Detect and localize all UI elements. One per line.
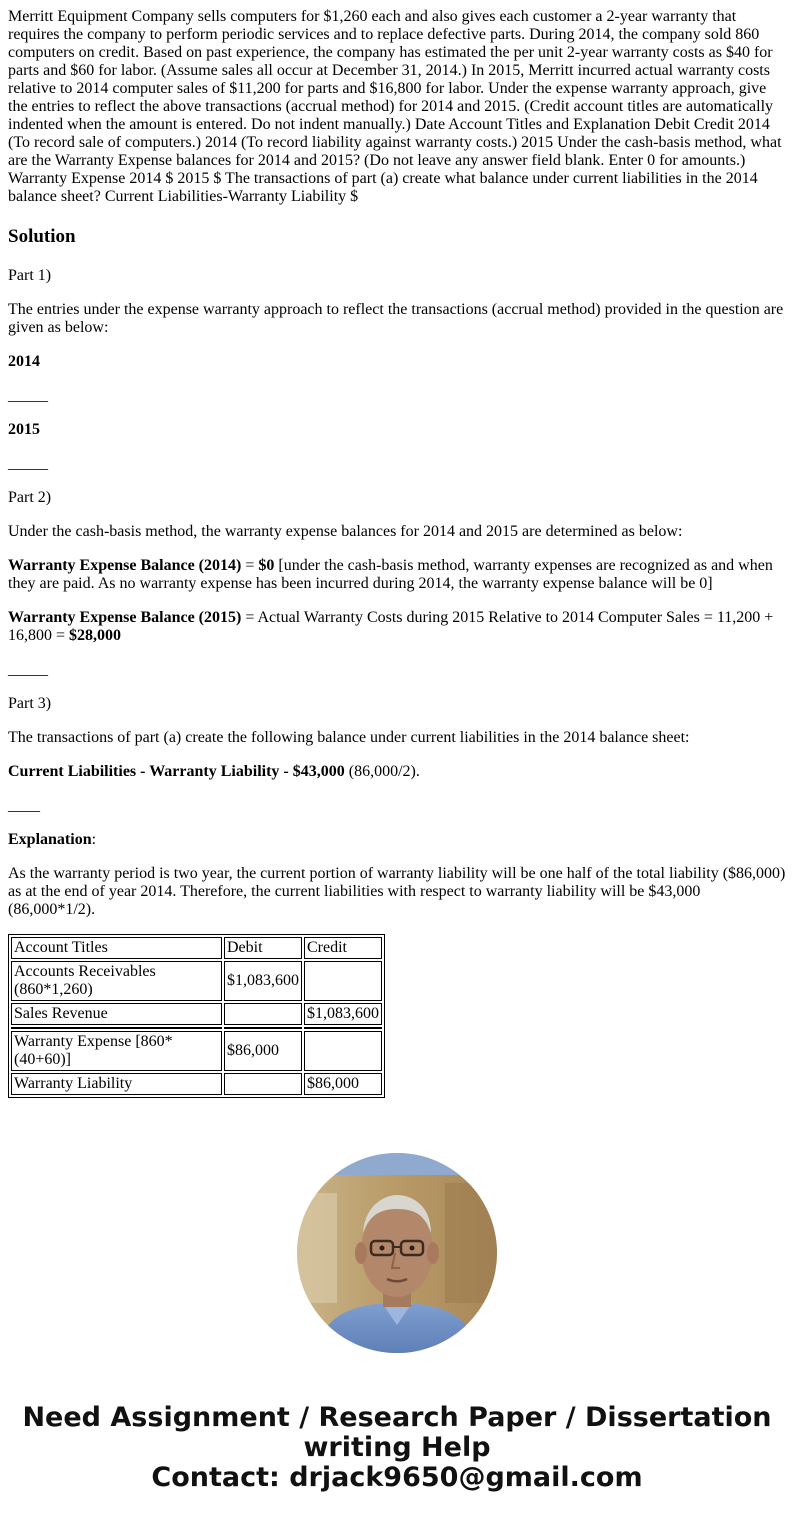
part3-intro: The transactions of part (a) create the following balance under current liabilities in the 2014 balance sheet: [8,729,690,746]
warranty-expense-2014: Warranty Expense Balance (2014) = $0 [under the cash-basis method, warranty expenses are recognized as and when they are paid. As no warranty expense has been incurred during 2014, the warranty expense balance will be 0] [8,557,773,592]
explanation-label-line: Explanation: [8,831,97,848]
account-title-cell: Warranty Liability [11,1073,222,1095]
year-2015-heading: 2015 [8,421,40,438]
warranty-expense-2015-label: Warranty Expense Balance (2015) [8,609,242,626]
table-row [11,961,382,1001]
current-liabilities-answer: Current Liabilities - Warranty Liability - $43,000 (86,000/2). [8,763,420,780]
current-liabilities-value: Current Liabilities - Warranty Liability - $43,000 [8,763,345,780]
header-credit: Credit [304,937,382,959]
solution-heading: Solution [8,226,76,247]
promo-line: writing Help [303,1432,491,1463]
warranty-expense-2015-calc: = Actual Warranty Costs during 2015 Relative to 2014 Computer Sales = 11,200 + 16,800 = [8,609,774,644]
warranty-expense-2015-value: $28,000 [69,627,122,644]
header-debit: Debit [224,937,302,959]
warranty-expense-2014-label: Warranty Expense Balance (2014) [8,557,242,574]
question-text: Merritt Equipment Company sells computers for $1,260 each and also gives each customer a 2-year warranty that requires the company to perform periodic services and to replace defective parts. During 2014, the company sold 860 computers on credit. Based on past experience, the company has estimated the per unit 2-year warranty costs as $40 for parts and $60 for labor. (Assume sales all occur at December 31, 2014.) In 2015, Merritt incurred actual warranty costs relative to 2014 computer sales of $11,200 for parts and $16,800 for labor. Under the expense warranty approach, give the entries to reflect the above transactions (accrual method) for 2014 and 2015. (Credit account titles are automatically indented when the amount is entered. Do not indent manually.) Date Account Titles and Explanation Debit Credit 2014 (To record sale of computers.) 2014 (To record liability against warranty costs.) 2015 Under the cash-basis method, what are the Warranty Expense balances for 2014 and 2015? (Do not leave any answer field blank. Enter 0 for amounts.) Warranty Expense 2014 $ 2015 $ The transactions of part (a) create what balance under current liabilities in the 2014 balance sheet? Current Liabilities-Warranty Liability $ [8,8,782,205]
explanation-text: As the warranty period is two year, the current portion of warranty liability will be one half of the total liability ($86,000) as at the end of year 2014. Therefore, the current liabilities with respect to warranty liability will be $43,000 (86,000*1/2). [8,865,786,918]
part1-intro: The entries under the expense warranty approach to reflect the transactions (accrual method) provided in the question are given as below: [8,301,784,336]
warranty-expense-2014-note: [under the cash-basis method, warranty expenses are recognized as and when they are paid. As no warranty expense has been incurred during 2014, the warranty expense balance will be 0] [8,557,773,592]
separator-cell [11,1027,222,1029]
part2-intro: Under the cash-basis method, the warranty expense balances for 2014 and 2015 are determined as below: [8,523,683,540]
part3-label: Part 3) [8,695,52,712]
divider-rule: _____ [8,455,48,472]
credit-cell: $1,083,600 [304,1003,382,1025]
account-title-cell: Warranty Expense [860*(40+60)] [11,1031,222,1071]
avatar-portrait-image [297,1153,497,1353]
promo-banner [0,1403,794,1493]
separator-cell [304,1027,382,1029]
divider-rule: ____ [8,797,40,814]
warranty-expense-2015 [8,609,786,645]
debit-cell: $86,000 [224,1031,302,1071]
credit-cell [304,961,382,1001]
account-title-cell: Accounts Receivables (860*1,260) [11,961,222,1001]
account-title-cell: Sales Revenue [11,1003,222,1025]
explanation-label: Explanation [8,831,92,848]
debit-cell [224,1003,302,1025]
header-account-titles: Account Titles [11,937,222,959]
divider-rule: _____ [8,661,48,678]
table-separator-row [11,1027,382,1029]
promo-contact: Contact: drjack9650@gmail.com [151,1462,643,1493]
promo-line: Need Assignment / Research Paper / Dissertation [22,1402,772,1433]
part2-label: Part 2) [8,489,52,506]
credit-cell: $86,000 [304,1073,382,1095]
credit-cell [304,1031,382,1071]
divider-rule: _____ [8,387,48,404]
journal-entries-table [8,934,385,1098]
debit-cell: $1,083,600 [224,961,302,1001]
warranty-expense-2014-value: $0 [258,557,275,574]
part1-label: Part 1) [8,267,52,284]
table-row [11,1073,382,1095]
debit-cell [224,1073,302,1095]
author-avatar [297,1153,497,1353]
table-header-row [11,937,382,959]
table-row [11,1003,382,1025]
table-row [11,1031,382,1071]
year-2014-heading: 2014 [8,353,40,370]
separator-cell [224,1027,302,1029]
